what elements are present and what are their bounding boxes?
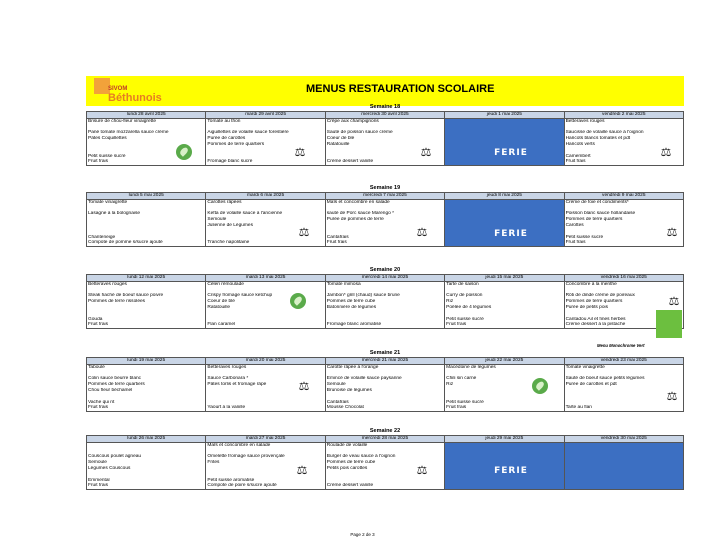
day-header: mercredi 30 avril 2025 bbox=[325, 112, 444, 119]
menu-cell: Fruit frais bbox=[87, 483, 206, 489]
monochrome-vert-badge bbox=[656, 310, 682, 338]
menu-cell: Curry de poisson bbox=[445, 293, 564, 299]
menu-table bbox=[86, 192, 684, 247]
week-label: Semaine 18 bbox=[369, 104, 401, 110]
menu-cell: Fruit frais bbox=[87, 405, 206, 411]
menu-cell: Petit suisse sucré bbox=[445, 400, 564, 406]
menu-cell: Pommes de terre rissolées bbox=[87, 299, 206, 305]
menu-cell: Fruit frais bbox=[87, 159, 206, 165]
day-header-row bbox=[87, 193, 684, 200]
menu-cell: Crème dessert vanille bbox=[325, 483, 444, 489]
menu-cell bbox=[445, 159, 564, 165]
menu-cell: Ratatouille bbox=[325, 142, 444, 148]
menu-cell: Riz bbox=[445, 382, 564, 388]
menu-cell: Légumes Couscous bbox=[87, 466, 206, 472]
menu-row bbox=[87, 240, 684, 246]
menu-cell: Omelette fromage sauce provençale bbox=[206, 454, 325, 460]
menu-cell: Aiguillettes de volaille sauce forestière bbox=[206, 130, 325, 136]
menu-cell: Ratatouille bbox=[206, 305, 325, 311]
day-header: mardi 13 mai 2025 bbox=[206, 275, 325, 282]
monochrome-note: Menu Monochrome Vert bbox=[597, 343, 645, 348]
day-header: lundi 12 mai 2025 bbox=[87, 275, 206, 282]
menu-cell: Couscous poulet agneau bbox=[87, 454, 206, 460]
menu-cell: Pané tomate mozzarella sauce crème bbox=[87, 130, 206, 136]
menu-cell: Poisson blanc sauce hollandaise bbox=[564, 211, 683, 217]
menu-cell: Jambon* grill (chaud) sauce brune bbox=[325, 293, 444, 299]
menu-cell: Cantafrais bbox=[325, 400, 444, 406]
day-header: vendredi 16 mai 2025 bbox=[564, 275, 683, 282]
menu-cell: Pommes de terre cube bbox=[325, 299, 444, 305]
week-block bbox=[86, 428, 684, 490]
menu-cell: Maïs et concombre en salade bbox=[325, 199, 444, 205]
chef-icon: ⚖ bbox=[298, 379, 310, 393]
menu-cell: Cantafrais bbox=[325, 235, 444, 241]
menu-cell: Vache qui rit bbox=[87, 400, 206, 406]
menu-cell: Purée de petits pois bbox=[564, 305, 683, 311]
menu-table bbox=[86, 435, 684, 490]
menu-cell: Crispy fromage sauce ketchup bbox=[206, 293, 325, 299]
chef-icon: ⚖ bbox=[666, 389, 678, 403]
menu-cell: Petits pois carottes bbox=[325, 466, 444, 472]
menu-cell: Pommes de terre quartiers bbox=[564, 299, 683, 305]
ferie-label: FERIE bbox=[494, 466, 528, 476]
menu-cell: Maïs et concombre en salade bbox=[206, 442, 325, 448]
menu-cell: Brisure de chou-fleur vinaigrette bbox=[87, 118, 206, 124]
menu-cell: Petit suisse sucré bbox=[445, 317, 564, 323]
menu-row bbox=[87, 483, 684, 489]
menu-cell: Compote de poire s/sucre ajouté bbox=[206, 483, 325, 489]
day-header: mardi 20 mai 2025 bbox=[206, 358, 325, 365]
menu-row bbox=[87, 322, 684, 328]
day-header: vendredi 9 mai 2025 bbox=[564, 193, 683, 200]
menu-cell: Tomate vinaigrette bbox=[87, 199, 206, 205]
logo-bethunois-text: Béthunois bbox=[108, 92, 162, 104]
menu-cell: Burger de veau sauce à l'oignon bbox=[325, 454, 444, 460]
menu-cell: Pommes de terre quartiers bbox=[206, 142, 325, 148]
menu-cell: Fruit frais bbox=[87, 322, 206, 328]
day-header-row bbox=[87, 436, 684, 443]
day-header: vendredi 23 mai 2025 bbox=[564, 358, 683, 365]
title-banner bbox=[86, 76, 684, 106]
menu-cell bbox=[445, 240, 564, 246]
menu-row bbox=[87, 405, 684, 411]
menu-cell: Sauce Carbonara * bbox=[206, 376, 325, 382]
ferie-label: FERIE bbox=[494, 148, 528, 158]
menu-row bbox=[87, 159, 684, 165]
vegetarian-leaf-icon bbox=[290, 293, 306, 309]
day-header: mardi 6 mai 2025 bbox=[206, 193, 325, 200]
menu-cell: Petit suisse aromatisé bbox=[206, 478, 325, 484]
menu-cell: Tarte au flan bbox=[564, 405, 683, 411]
menu-cell: Batonnière de légumes bbox=[325, 305, 444, 311]
menu-cell: Kefta de volaille sauce à l'ancienne bbox=[206, 211, 325, 217]
week-block bbox=[86, 104, 684, 166]
menu-cell: Tarte de saison bbox=[445, 281, 564, 287]
menu-cell: Rôti de dinde crème de poireaux bbox=[564, 293, 683, 299]
day-header: mercredi 28 mai 2025 bbox=[325, 436, 444, 443]
menu-cell: Purée de carottes et pdt bbox=[564, 382, 683, 388]
menu-cell: Betteraves rouges bbox=[564, 118, 683, 124]
menu-cell: Betteraves rouges bbox=[87, 281, 206, 287]
menu-cell: Carottes bbox=[564, 223, 683, 229]
week-label: Semaine 19 bbox=[369, 185, 401, 191]
page-title: MENUS RESTAURATION SCOLAIRE bbox=[306, 83, 495, 95]
menu-cell: Coeur de blé bbox=[325, 136, 444, 142]
menu-cell: Sauté de poisson sauce crème bbox=[325, 130, 444, 136]
day-header: jeudi 8 mai 2025 bbox=[445, 193, 564, 200]
vegetarian-leaf-icon bbox=[176, 144, 192, 160]
week-label: Semaine 22 bbox=[369, 428, 401, 434]
menu-cell: Frites bbox=[206, 460, 325, 466]
menu-cell: Roulade de volaille bbox=[325, 442, 444, 448]
day-header: jeudi 22 mai 2025 bbox=[445, 358, 564, 365]
menu-cell: sauté de Porc sauce Marengo * bbox=[325, 211, 444, 217]
menu-cell: Pommes de terre quartiers bbox=[564, 217, 683, 223]
menu-cell: Emincé de volaille sauce paysanne bbox=[325, 376, 444, 382]
week-block bbox=[86, 350, 684, 412]
day-header: lundi 28 avril 2025 bbox=[87, 112, 206, 119]
menu-cell: Betteraves rouges bbox=[206, 364, 325, 370]
menu-cell: Chili sin carné bbox=[445, 376, 564, 382]
menu-cell: Petit suisse sucré bbox=[87, 154, 206, 160]
day-header: jeudi 1 mai 2025 bbox=[445, 112, 564, 119]
menu-cell: Haricots blancs tomatés et pdt bbox=[564, 136, 683, 142]
menu-cell: Fruit frais bbox=[564, 240, 683, 246]
sivom-logo bbox=[94, 76, 162, 106]
menu-cell: Fruit frais bbox=[445, 322, 564, 328]
menu-cell: Fruit frais bbox=[564, 159, 683, 165]
menu-cell bbox=[445, 483, 564, 489]
menu-cell: Petit suisse sucré bbox=[564, 235, 683, 241]
day-header-row bbox=[87, 275, 684, 282]
day-header: lundi 5 mai 2025 bbox=[87, 193, 206, 200]
ferie-label: FERIE bbox=[494, 229, 528, 239]
menu-cell: Pommes de terre cube bbox=[325, 460, 444, 466]
menu-cell: Pâtes Coquillettes bbox=[87, 136, 206, 142]
page-footer: Page 2 de 3 bbox=[350, 532, 375, 537]
menu-table bbox=[86, 274, 684, 329]
menu-cell: Semoule bbox=[206, 217, 325, 223]
chef-icon: ⚖ bbox=[668, 294, 680, 308]
menu-cell: Fruit frais bbox=[445, 405, 564, 411]
menu-cell: Purée de pommes de terre bbox=[325, 217, 444, 223]
menu-cell: Pâtes torlis et fromage râpé bbox=[206, 382, 325, 388]
menu-cell: Camembert bbox=[564, 154, 683, 160]
menu-cell: Macédoine de légumes bbox=[445, 364, 564, 370]
menu-cell: Crème de foie et condiments* bbox=[564, 199, 683, 205]
menu-cell: Carottes râpées bbox=[206, 199, 325, 205]
menu-cell: Steak haché de boeuf sauce poivre bbox=[87, 293, 206, 299]
chef-icon: ⚖ bbox=[296, 463, 308, 477]
menu-cell: Sauté de boeuf sauce petits légumes bbox=[564, 376, 683, 382]
menu-cell: Fruit frais bbox=[325, 240, 444, 246]
menu-cell: Mousse Chocolat bbox=[325, 405, 444, 411]
menu-cell: Riz bbox=[445, 299, 564, 305]
menu-table bbox=[86, 111, 684, 166]
chef-icon: ⚖ bbox=[660, 145, 672, 159]
menu-cell: Julienne de Légumes bbox=[206, 223, 325, 229]
menu-cell: Chou fleur béchamel bbox=[87, 388, 206, 394]
chef-icon: ⚖ bbox=[666, 225, 678, 239]
menu-cell: Chanteneige bbox=[87, 235, 206, 241]
week-label: Semaine 21 bbox=[369, 350, 401, 356]
day-header: mercredi 14 mai 2025 bbox=[325, 275, 444, 282]
vegetarian-leaf-icon bbox=[532, 378, 548, 394]
menu-cell: Crêpe aux champignons bbox=[325, 118, 444, 124]
day-header: lundi 19 mai 2025 bbox=[87, 358, 206, 365]
week-label: Semaine 20 bbox=[369, 267, 401, 273]
menu-cell: Fromage blanc sucré bbox=[206, 159, 325, 165]
menu-cell: Brunoise de légumes bbox=[325, 388, 444, 394]
menu-cell: Haricots verts bbox=[564, 142, 683, 148]
menu-cell: Semoule bbox=[325, 382, 444, 388]
day-header: mercredi 21 mai 2025 bbox=[325, 358, 444, 365]
menu-cell: Yaourt à la vanille bbox=[206, 405, 325, 411]
menu-cell: Compote de pomme s/sucre ajouté bbox=[87, 240, 206, 246]
day-header: vendredi 30 mai 2025 bbox=[564, 436, 683, 443]
menu-cell: Cantadou Ail et fines herbes bbox=[564, 317, 683, 323]
chef-icon: ⚖ bbox=[416, 463, 428, 477]
logo-sivom-text: SIVOM bbox=[108, 86, 128, 92]
day-header-row bbox=[87, 112, 684, 119]
week-block bbox=[86, 185, 684, 247]
menu-cell: Colin sauce beurre blanc bbox=[87, 376, 206, 382]
menu-cell: Concombre à la menthe bbox=[564, 281, 683, 287]
chef-icon: ⚖ bbox=[294, 145, 306, 159]
day-header-row bbox=[87, 358, 684, 365]
menu-cell: Gouda bbox=[87, 317, 206, 323]
menu-cell: Tranche napolitaine bbox=[206, 240, 325, 246]
menu-cell: Taboulé bbox=[87, 364, 206, 370]
menu-cell bbox=[564, 483, 683, 489]
menu-cell: Crème dessert vanille bbox=[325, 159, 444, 165]
menu-cell: Saucisse de volaille sauce à l'oignon bbox=[564, 130, 683, 136]
menu-cell: Tomate mimosa bbox=[325, 281, 444, 287]
day-header: mardi 29 avril 2025 bbox=[206, 112, 325, 119]
menu-cell: Pommes de terre quartiers bbox=[87, 382, 206, 388]
menu-cell: Céleri rémoulade bbox=[206, 281, 325, 287]
chef-icon: ⚖ bbox=[298, 225, 310, 239]
menu-cell: Tomate au thon bbox=[206, 118, 325, 124]
day-header: vendredi 2 mai 2025 bbox=[564, 112, 683, 119]
menu-cell: Tomate vinaigrette bbox=[564, 364, 683, 370]
menu-cell: Crème dessert à la pistache bbox=[564, 322, 683, 328]
menu-cell: Coeur de blé bbox=[206, 299, 325, 305]
day-header: lundi 26 mai 2025 bbox=[87, 436, 206, 443]
day-header: jeudi 29 mai 2025 bbox=[445, 436, 564, 443]
menu-cell: Flan caramel bbox=[206, 322, 325, 328]
menu-cell: Semoule bbox=[87, 460, 206, 466]
chef-icon: ⚖ bbox=[420, 145, 432, 159]
menu-table bbox=[86, 357, 684, 412]
menu-cell: Lasagne à la bolognaise bbox=[87, 211, 206, 217]
week-block bbox=[86, 267, 684, 329]
menu-cell: Purée de carottes bbox=[206, 136, 325, 142]
chef-icon: ⚖ bbox=[416, 225, 428, 239]
menu-cell: Carotte râpée à l'orange bbox=[325, 364, 444, 370]
day-header: mardi 27 mai 2025 bbox=[206, 436, 325, 443]
day-header: mercredi 7 mai 2025 bbox=[325, 193, 444, 200]
menu-cell: Poêlée de 4 légumes bbox=[445, 305, 564, 311]
menu-cell: Emmental bbox=[87, 478, 206, 484]
day-header: jeudi 15 mai 2025 bbox=[445, 275, 564, 282]
menu-cell: Fromage blanc aromatisé bbox=[325, 322, 444, 328]
